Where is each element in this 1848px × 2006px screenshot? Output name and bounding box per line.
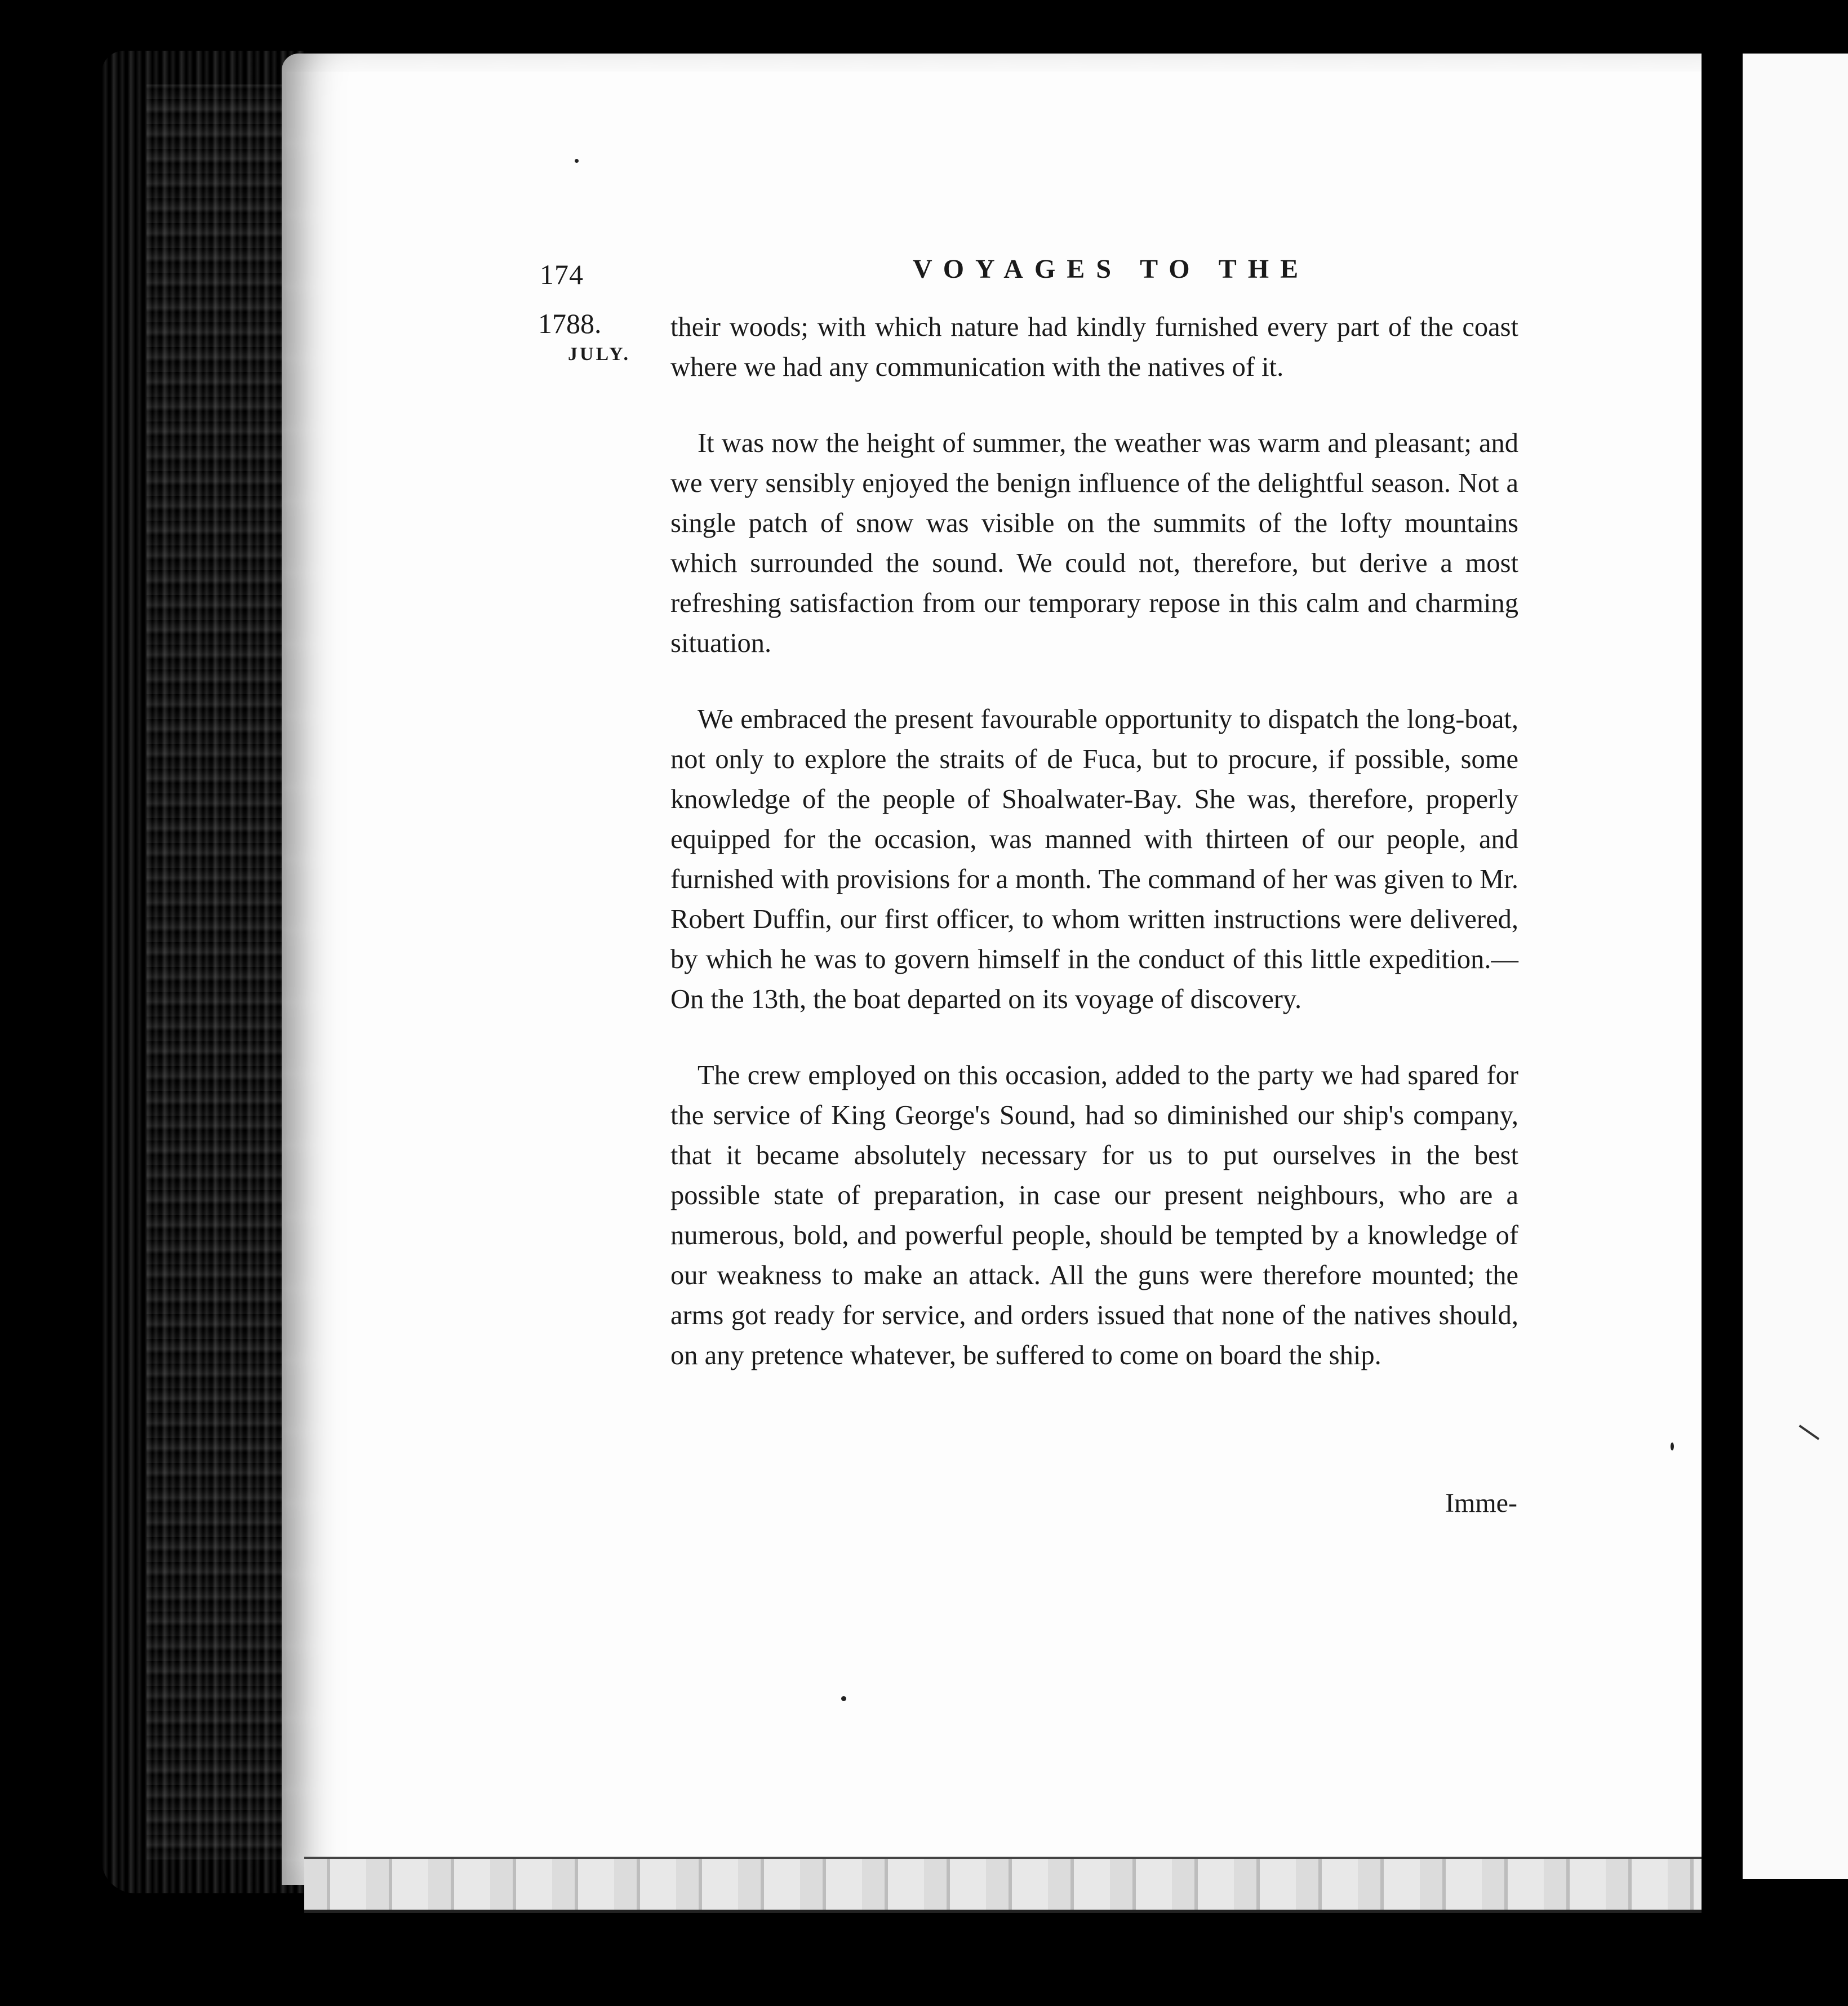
paragraph: The crew employed on this occasion, added to the party we had spared for the service of King George's Sound, had so diminished our ship's company, that it became absolutely necessary for us to put ourselves in the best possible state of preparation, in case our present neighbours, who are a numerous, bold, and powerful people, should be tempted by a knowledge of our weakness to make an attack. All the guns were therefore mounted; the arms got ready for service, and orders issued that none of the natives should, on any pretence whatever, be suffered to come on board the ship. (670, 1060, 1518, 1370)
paragraph: We embraced the present favourable opportunity to dispatch the long-boat, not only to explore the straits of de Fuca, but to procure, if possible, some knowledge of the people of Shoalwater-Bay. She was, therefore, properly equipped for the occasion, was manned with thirteen of our people, and furnished with provisions for a month. The command of her was given to Mr. Robert Duffin, our first officer, to whom written instructions were delivered, by which he was to govern himself in the conduct of this little expedition.—On the 13th, the boat departed on its voyage of discovery. (670, 704, 1518, 1014)
catchword: Imme- (1445, 1488, 1517, 1518)
running-head: VOYAGES TO THE (913, 254, 1310, 284)
ink-speck (1671, 1443, 1674, 1450)
margin-month: JULY. (568, 344, 631, 365)
page-edge-texture (146, 85, 293, 1859)
paragraph: their woods; with which nature had kindly furnished every part of the coast where we had any communication with the natives of it. (670, 312, 1518, 382)
paragraph: It was now the height of summer, the weather was warm and pleasant; and we very sensibly enjoyed the benign influence of the delightful season. Not a single patch of snow was visible on the summits of the lofty mountains which surrounded the sound. We could not, therefore, but derive a most refreshing satisfaction from our temporary repose in this calm and charming situation. (670, 428, 1518, 658)
ink-speck (841, 1696, 846, 1701)
ink-speck (575, 159, 579, 163)
body-text (670, 307, 1518, 1375)
page-number: 174 (540, 259, 584, 290)
margin-year: 1788. (538, 308, 602, 339)
facing-page-sliver (1732, 54, 1848, 1879)
page-bottom-edge (304, 1857, 1702, 1913)
